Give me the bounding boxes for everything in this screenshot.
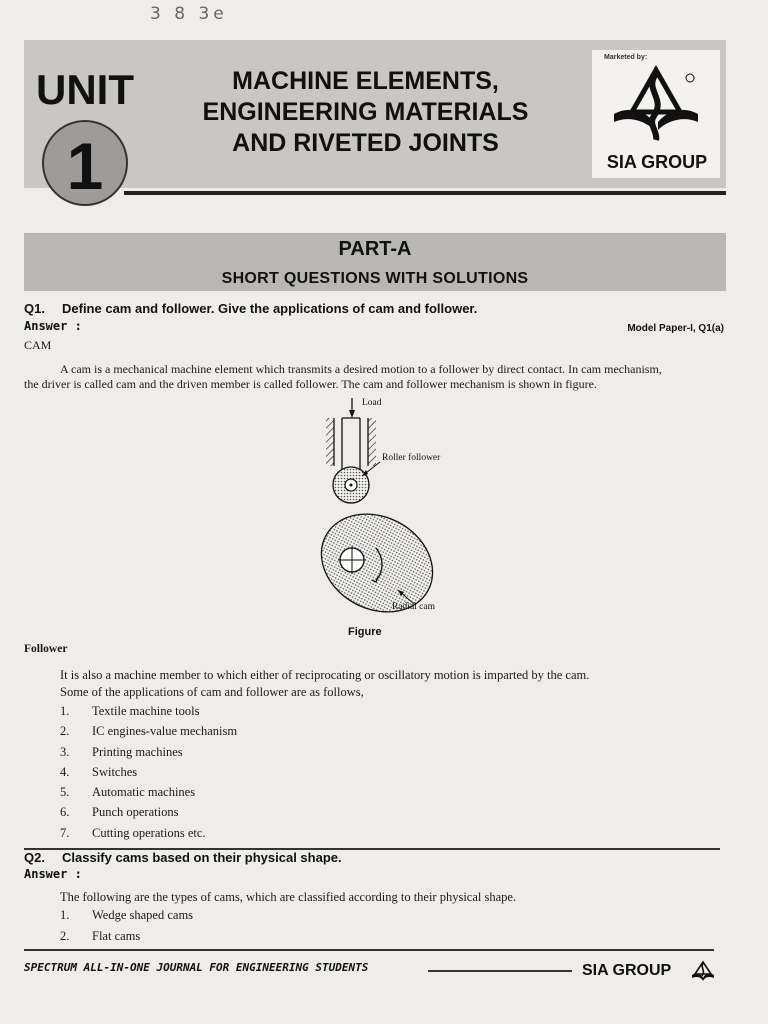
list-item-number: 1. (60, 908, 70, 922)
list-item-text: IC engines-value mechanism (92, 724, 238, 739)
list-item (60, 765, 237, 785)
list-item-text: Textile machine tools (92, 704, 200, 718)
footer-journal-title: SPECTRUM ALL-IN-ONE JOURNAL FOR ENGINEERING STUDENTS (24, 961, 369, 974)
applications-intro: Some of the applications of cam and follower are as follows, (60, 685, 364, 699)
chapter-title (158, 66, 573, 159)
list-item-text: Punch operations (92, 805, 179, 820)
part-title: PART-A (338, 238, 412, 260)
list-item (60, 785, 237, 805)
handwritten-note: 3 8 3e (150, 4, 228, 24)
list-item-number: 2. (60, 929, 70, 943)
q1-question: Define cam and follower. Give the applications of cam and follower. (62, 301, 478, 316)
list-item-number: 3. (60, 744, 70, 759)
q2-answer-label: Answer : (24, 867, 82, 881)
figure-caption: Figure (348, 626, 382, 638)
follower-heading: Follower (24, 643, 68, 655)
q2-number: Q2. (24, 850, 45, 865)
cam-text-line: the driver is called cam and the driven member is called follower. The cam and follower mechanism is shown in figure. (24, 377, 597, 391)
part-subtitle: SHORT QUESTIONS WITH SOLUTIONS (221, 270, 529, 287)
cam-heading: CAM (24, 338, 52, 352)
list-item-text: Flat cams (92, 929, 141, 943)
list-item-text: Cutting operations etc. (92, 825, 206, 840)
list-item (60, 929, 193, 950)
q1-number: Q1. (24, 301, 45, 316)
list-item-number: 2. (60, 724, 70, 739)
cam-types-list (60, 908, 193, 950)
q2-question: Classify cams based on their physical shape. (62, 850, 342, 865)
list-item (60, 745, 237, 765)
list-item-number: 7. (60, 825, 70, 840)
applications-list (60, 704, 237, 846)
unit-label: UNIT (36, 66, 134, 113)
footer-line (428, 970, 572, 972)
unit-number: 1 (66, 129, 104, 203)
list-item-number: 1. (60, 704, 70, 718)
list-item-number: 4. (60, 764, 70, 779)
list-item (60, 724, 237, 744)
sia-small-logo-icon (690, 960, 716, 982)
header-divider (124, 191, 726, 195)
footer-publisher: SIA GROUP (582, 962, 672, 979)
q1-answer-label: Answer : (24, 319, 82, 333)
list-item-text: Printing machines (92, 744, 183, 759)
chapter-title-line: AND RIVETED JOINTS (232, 129, 499, 157)
list-item-number: 6. (60, 805, 70, 820)
list-item-number: 5. (60, 785, 70, 800)
list-item (60, 908, 193, 929)
footer-divider (24, 949, 714, 951)
q1-reference: Model Paper-I, Q1(a) (627, 323, 724, 334)
list-item-text: Automatic machines (92, 785, 196, 800)
list-item-text: Wedge shaped cams (92, 908, 194, 922)
roller-follower-label: Roller follower (382, 453, 441, 463)
list-item (60, 805, 237, 825)
cam-follower-figure (280, 396, 460, 626)
follower-text: It is also a machine member to which either of reciprocating or oscillatory motion is imparted by the cam. (60, 668, 590, 682)
cam-text-line: A cam is a mechanical machine element which transmits a desired motion to a follower by direct contact. In cam mechanism, (60, 362, 662, 376)
chapter-title-line: ENGINEERING MATERIALS (202, 98, 529, 126)
q2-intro: The following are the types of cams, which are classified according to their physical shape. (60, 890, 517, 904)
list-item-text: Switches (92, 764, 138, 779)
logo-marketed-by: Marketed by: (604, 54, 648, 61)
chapter-title-line: MACHINE ELEMENTS, (232, 67, 499, 95)
logo-name: SIA GROUP (606, 152, 708, 172)
list-item (60, 704, 237, 724)
sia-logo-icon (604, 64, 708, 146)
list-item (60, 826, 237, 846)
radial-cam-label: Radial cam (392, 602, 435, 612)
load-label: Load (362, 398, 382, 408)
